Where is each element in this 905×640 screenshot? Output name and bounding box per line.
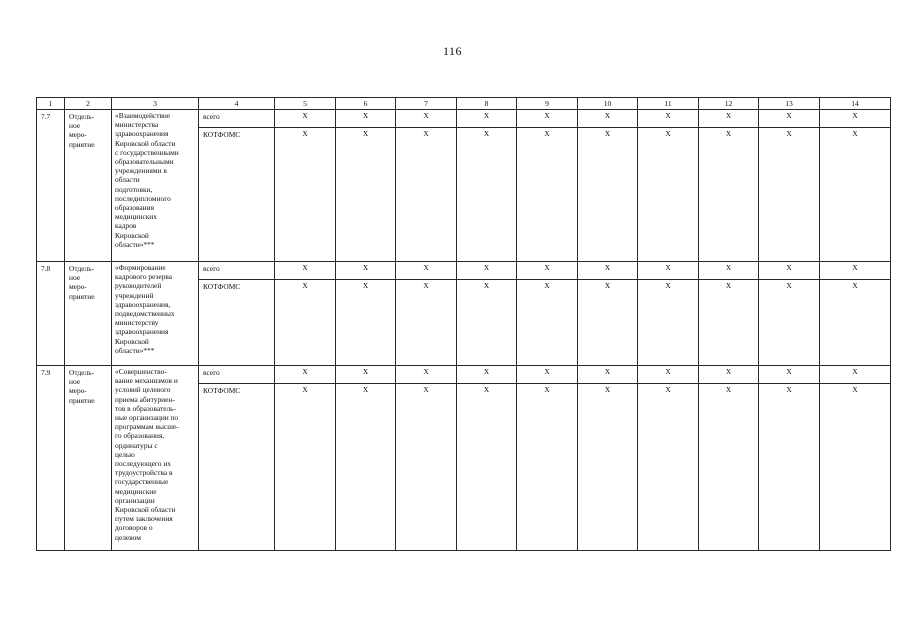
value-cell: X [336, 110, 396, 128]
value-cell: X [638, 366, 699, 384]
measure-name-line: трудоустройства в [115, 468, 173, 478]
measure-type-line: Отдель- [69, 112, 95, 121]
measure-name-line: приема абитуриен- [115, 394, 175, 404]
value-cell: X [699, 280, 759, 366]
measure-type-line: приятие [69, 291, 95, 301]
measure-name [112, 366, 199, 551]
value-cell: X [517, 366, 578, 384]
measure-name-line: руководителей [115, 281, 162, 291]
measure-type-line: Отдель- [69, 368, 95, 377]
measure-name-line: с государственными [115, 147, 179, 157]
value-cell: X [820, 366, 891, 384]
measure-name-line: условий целевого [115, 385, 171, 395]
value-cell: X [699, 262, 759, 280]
value-cell: X [457, 110, 517, 128]
measure-name-line: ординатуры с [115, 440, 158, 450]
measure-name-line: Кировской области [115, 138, 176, 148]
value-cell: X [457, 262, 517, 280]
header-cell-10: 10 [578, 98, 638, 110]
header-cell-11: 11 [638, 98, 699, 110]
header-cell-9: 9 [517, 98, 578, 110]
value-cell: X [638, 262, 699, 280]
value-cell: X [457, 366, 517, 384]
value-cell: X [336, 384, 396, 551]
value-cell: X [275, 128, 336, 262]
header-cell-3: 3 [112, 98, 199, 110]
value-cell: X [275, 262, 336, 280]
measure-name-line: последипломного [115, 193, 171, 203]
measure-name-line: учреждений [115, 290, 154, 300]
measure-name-line: го образования, [115, 431, 165, 441]
measure-name-line: министерства [115, 120, 159, 130]
measure-number: 7.7 [37, 110, 65, 262]
measure-name-line: организации [115, 495, 155, 505]
measure-name-line: целью [115, 449, 135, 459]
measure-type-line: меро- [69, 386, 87, 396]
value-cell: X [275, 110, 336, 128]
measure-name-line: образования [115, 203, 154, 213]
measure-name-line: области»*** [115, 345, 155, 355]
measure-name-line: Кировской [115, 336, 149, 346]
header-cell-1: 1 [37, 98, 65, 110]
funding-source-kotfoms: КОТФОМС [199, 384, 275, 551]
measure-number: 7.9 [37, 366, 65, 551]
value-cell: X [578, 110, 638, 128]
measure-name-line: министерству [115, 318, 159, 328]
measure-name-line: подготовки, [115, 184, 153, 194]
header-cell-4: 4 [199, 98, 275, 110]
value-cell: X [336, 128, 396, 262]
measures-table [36, 97, 891, 551]
value-cell: X [336, 366, 396, 384]
header-cell-5: 5 [275, 98, 336, 110]
value-cell: X [820, 280, 891, 366]
value-cell: X [699, 366, 759, 384]
measure-name [112, 110, 199, 262]
value-cell: X [457, 384, 517, 551]
measure-type-line: приятие [69, 395, 95, 405]
value-cell: X [759, 128, 820, 262]
value-cell: X [336, 280, 396, 366]
measure-type [65, 110, 112, 262]
value-cell: X [517, 384, 578, 551]
value-cell: X [396, 128, 457, 262]
value-cell: X [275, 366, 336, 384]
measure-name-line: образовательными [115, 157, 174, 167]
measure-name-line: целевом [115, 532, 141, 542]
value-cell: X [759, 110, 820, 128]
measure-name-line: области»*** [115, 239, 155, 249]
measure-name-line: договоров о [115, 523, 153, 533]
value-cell: X [699, 110, 759, 128]
table-row [37, 262, 891, 280]
measure-type-line: ное [69, 121, 81, 131]
value-cell: X [759, 384, 820, 551]
measure-type-line: меро- [69, 130, 87, 140]
measure-name-line: последующего их [115, 459, 171, 469]
value-cell: X [820, 262, 891, 280]
value-cell: X [396, 110, 457, 128]
table-row [37, 110, 891, 128]
measure-name [112, 262, 199, 366]
value-cell: X [578, 384, 638, 551]
measure-name-line: Кировской области [115, 505, 176, 515]
funding-source-total: всего [199, 366, 275, 384]
value-cell: X [638, 280, 699, 366]
funding-source-total: всего [199, 110, 275, 128]
measure-name-line: кадров [115, 221, 137, 231]
measure-name-line: здравоохранения [115, 129, 169, 139]
value-cell: X [578, 280, 638, 366]
measure-type-line: меро- [69, 282, 87, 292]
header-cell-2: 2 [65, 98, 112, 110]
measure-name-line: здравоохранения, [115, 299, 171, 309]
measure-type [65, 366, 112, 551]
measure-type-line: ное [69, 377, 81, 387]
value-cell: X [275, 384, 336, 551]
value-cell: X [457, 280, 517, 366]
value-cell: X [578, 366, 638, 384]
value-cell: X [517, 128, 578, 262]
measure-name-line: вание механизмов и [115, 376, 178, 386]
measure-name-line: «Формирование [115, 263, 166, 272]
value-cell: X [396, 366, 457, 384]
measure-name-line: путем заключения [115, 514, 173, 524]
value-cell: X [759, 262, 820, 280]
header-cell-8: 8 [457, 98, 517, 110]
measure-name-line: учреждениями в [115, 166, 167, 176]
measure-name-line: государственные [115, 477, 169, 487]
value-cell: X [396, 262, 457, 280]
value-cell: X [275, 280, 336, 366]
measure-type-line: приятие [69, 139, 95, 149]
measure-type-line: Отдель- [69, 264, 95, 273]
table-row [37, 366, 891, 384]
value-cell: X [396, 280, 457, 366]
value-cell: X [699, 384, 759, 551]
value-cell: X [578, 128, 638, 262]
value-cell: X [517, 110, 578, 128]
measure-number: 7.8 [37, 262, 65, 366]
page-number: 116 [442, 44, 463, 58]
header-cell-12: 12 [699, 98, 759, 110]
header-cell-7: 7 [396, 98, 457, 110]
measure-name-line: подведомственных [115, 309, 175, 319]
value-cell: X [759, 280, 820, 366]
value-cell: X [759, 366, 820, 384]
funding-source-total: всего [199, 262, 275, 280]
value-cell: X [457, 128, 517, 262]
measure-name-line: «Взаимодействие [115, 111, 171, 120]
measure-name-line: тов в образователь- [115, 403, 177, 413]
value-cell: X [638, 128, 699, 262]
value-cell: X [336, 262, 396, 280]
header-cell-6: 6 [336, 98, 396, 110]
header-row [37, 98, 891, 110]
measure-type-line: ное [69, 273, 81, 283]
measure-name-line: области [115, 175, 140, 185]
measure-name-line: здравоохранения [115, 327, 169, 337]
value-cell: X [638, 110, 699, 128]
value-cell: X [820, 110, 891, 128]
measure-name-line: ные организации по [115, 413, 179, 423]
value-cell: X [699, 128, 759, 262]
value-cell: X [820, 128, 891, 262]
value-cell: X [517, 280, 578, 366]
funding-source-kotfoms: КОТФОМС [199, 128, 275, 262]
value-cell: X [578, 262, 638, 280]
measure-name-line: медицинские [115, 486, 157, 496]
value-cell: X [517, 262, 578, 280]
measure-type [65, 262, 112, 366]
measure-name-line: медицинских [115, 212, 157, 222]
measure-name-line: программам высше- [115, 422, 179, 432]
header-cell-14: 14 [820, 98, 891, 110]
value-cell: X [638, 384, 699, 551]
measure-name-line: «Совершенство- [115, 367, 167, 376]
measure-name-line: кадрового резерва [115, 272, 173, 282]
measure-name-line: Кировской [115, 230, 149, 240]
header-cell-13: 13 [759, 98, 820, 110]
value-cell: X [820, 384, 891, 551]
funding-source-kotfoms: КОТФОМС [199, 280, 275, 366]
value-cell: X [396, 384, 457, 551]
